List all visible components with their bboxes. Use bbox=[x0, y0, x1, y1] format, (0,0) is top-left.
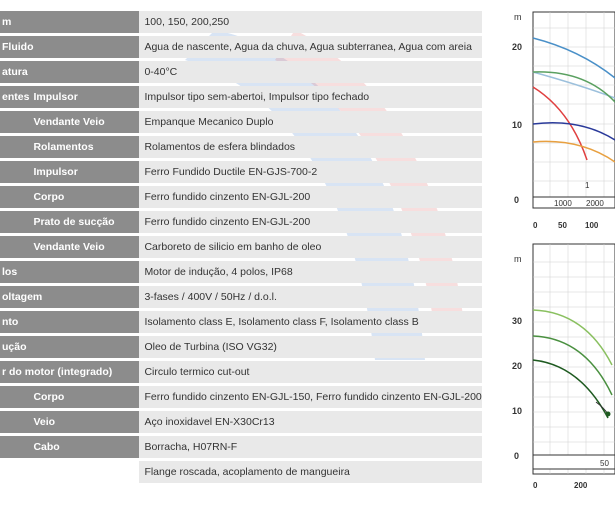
spec-value: 100, 150, 200,250 bbox=[139, 11, 481, 33]
spec-value: Ferro fundido cinzento EN-GJL-200 bbox=[139, 211, 481, 233]
spec-group-bar bbox=[0, 386, 29, 408]
spec-row bbox=[0, 61, 482, 83]
spec-sublabel: Rolamentos bbox=[29, 136, 139, 158]
spec-row bbox=[0, 211, 482, 233]
chart-top-y-tick: 0 bbox=[514, 195, 520, 205]
spec-value: Impulsor tipo sem-abertoi, Impulsor tipo fechado bbox=[139, 86, 481, 108]
spec-label: m bbox=[0, 11, 139, 33]
chart-top-y-tick: 10 bbox=[512, 120, 523, 130]
chart-bottom-duty-point bbox=[606, 412, 611, 417]
chart-bottom-y-unit: m bbox=[514, 254, 522, 264]
spec-value: Isolamento class E, Isolamento class F, Isolamento class B bbox=[139, 311, 481, 333]
spec-row bbox=[0, 236, 482, 258]
spec-value: Circulo termico cut-out bbox=[139, 361, 481, 383]
spec-value: Flange roscada, acoplamento de mangueira bbox=[139, 461, 481, 483]
spec-label-empty bbox=[0, 461, 139, 483]
spec-sublabel: Veio bbox=[29, 411, 139, 433]
spec-group-bar bbox=[0, 161, 29, 183]
spec-sublabel: Vendante Veio bbox=[29, 236, 139, 258]
spec-row bbox=[0, 186, 482, 208]
chart-bottom-x-tick: 200 bbox=[574, 481, 588, 490]
chart-bottom bbox=[512, 244, 615, 490]
spec-group-bar bbox=[0, 211, 29, 233]
spec-value: Motor de indução, 4 polos, IP68 bbox=[139, 261, 481, 283]
spec-sublabel: Corpo bbox=[29, 186, 139, 208]
spec-group-bar bbox=[0, 186, 29, 208]
spec-value: Borracha, H07RN-F bbox=[139, 436, 481, 458]
spec-row bbox=[0, 111, 482, 133]
chart-top-y-unit: m bbox=[514, 12, 522, 22]
chart-bottom-x-tick: 0 bbox=[533, 481, 538, 490]
spec-value: Aço inoxidavel EN-X30Cr13 bbox=[139, 411, 481, 433]
spec-value: Ferro fundido cinzento EN-GJL-200 bbox=[139, 186, 481, 208]
spec-row bbox=[0, 136, 482, 158]
chart-top bbox=[512, 12, 615, 230]
spec-sublabel: Impulsor bbox=[29, 161, 139, 183]
spec-group-bar bbox=[0, 236, 29, 258]
chart-top-y-tick: 20 bbox=[512, 42, 523, 52]
chart-top-plot-area bbox=[533, 12, 615, 202]
chart-bottom-x-tick-top: 50 bbox=[600, 459, 609, 468]
chart-bottom-plot-area bbox=[533, 244, 615, 474]
chart-bottom-y-tick: 30 bbox=[512, 316, 523, 326]
spec-row bbox=[0, 311, 482, 333]
spec-label: entes bbox=[0, 86, 29, 108]
chart-top-x-tick-top: 2000 bbox=[586, 199, 604, 208]
spec-row bbox=[0, 336, 482, 358]
spec-value: Agua de nascente, Agua da chuva, Agua subterranea, Agua com areia bbox=[139, 36, 481, 58]
performance-charts bbox=[500, 0, 615, 508]
spec-sublabel: Vendante Veio bbox=[29, 111, 139, 133]
chart-top-x-tick: 50 bbox=[558, 221, 567, 230]
spec-group-bar bbox=[0, 111, 29, 133]
spec-group-bar bbox=[0, 136, 29, 158]
spec-value: Oleo de Turbina (ISO VG32) bbox=[139, 336, 481, 358]
spec-label: ução bbox=[0, 336, 139, 358]
spec-value: Rolamentos de esfera blindados bbox=[139, 136, 481, 158]
spec-label: Fluido bbox=[0, 36, 139, 58]
chart-bottom-y-tick: 10 bbox=[512, 406, 523, 416]
chart-top-x-tick: 0 bbox=[533, 221, 538, 230]
chart-top-curve-label: 1 bbox=[585, 181, 590, 190]
chart-top-x-tick-top: 1000 bbox=[554, 199, 572, 208]
spec-row bbox=[0, 436, 482, 458]
spec-value: Ferro Fundido Ductile EN-GJS-700-2 bbox=[139, 161, 481, 183]
spec-row bbox=[0, 11, 482, 33]
spec-row bbox=[0, 261, 482, 283]
spec-label: r do motor (integrado) bbox=[0, 361, 139, 383]
spec-value: Ferro fundido cinzento EN-GJL-150, Ferro fundido cinzento EN-GJL-200 bbox=[139, 386, 481, 408]
spec-label: oltagem bbox=[0, 286, 139, 308]
spec-row bbox=[0, 286, 482, 308]
spec-group-bar bbox=[0, 436, 29, 458]
spec-row bbox=[0, 461, 482, 483]
spec-row bbox=[0, 361, 482, 383]
spec-row bbox=[0, 36, 482, 58]
spec-row bbox=[0, 411, 482, 433]
spec-sublabel: Impulsor bbox=[29, 86, 139, 108]
spec-value: Empanque Mecanico Duplo bbox=[139, 111, 481, 133]
spec-group-bar bbox=[0, 411, 29, 433]
spec-sublabel: Cabo bbox=[29, 436, 139, 458]
spec-label: nto bbox=[0, 311, 139, 333]
chart-bottom-y-tick: 0 bbox=[514, 451, 520, 461]
chart-bottom-y-tick: 20 bbox=[512, 361, 523, 371]
spec-sublabel: Prato de sucção bbox=[29, 211, 139, 233]
spec-table bbox=[0, 8, 482, 486]
spec-value: Carboreto de silicio em banho de oleo bbox=[139, 236, 481, 258]
spec-row bbox=[0, 386, 482, 408]
spec-label: atura bbox=[0, 61, 139, 83]
spec-label: los bbox=[0, 261, 139, 283]
spec-sublabel: Corpo bbox=[29, 386, 139, 408]
chart-top-x-tick: 100 bbox=[585, 221, 599, 230]
spec-row bbox=[0, 86, 482, 108]
spec-value: 3-fases / 400V / 50Hz / d.o.l. bbox=[139, 286, 481, 308]
spec-value: 0-40°C bbox=[139, 61, 481, 83]
spec-row bbox=[0, 161, 482, 183]
